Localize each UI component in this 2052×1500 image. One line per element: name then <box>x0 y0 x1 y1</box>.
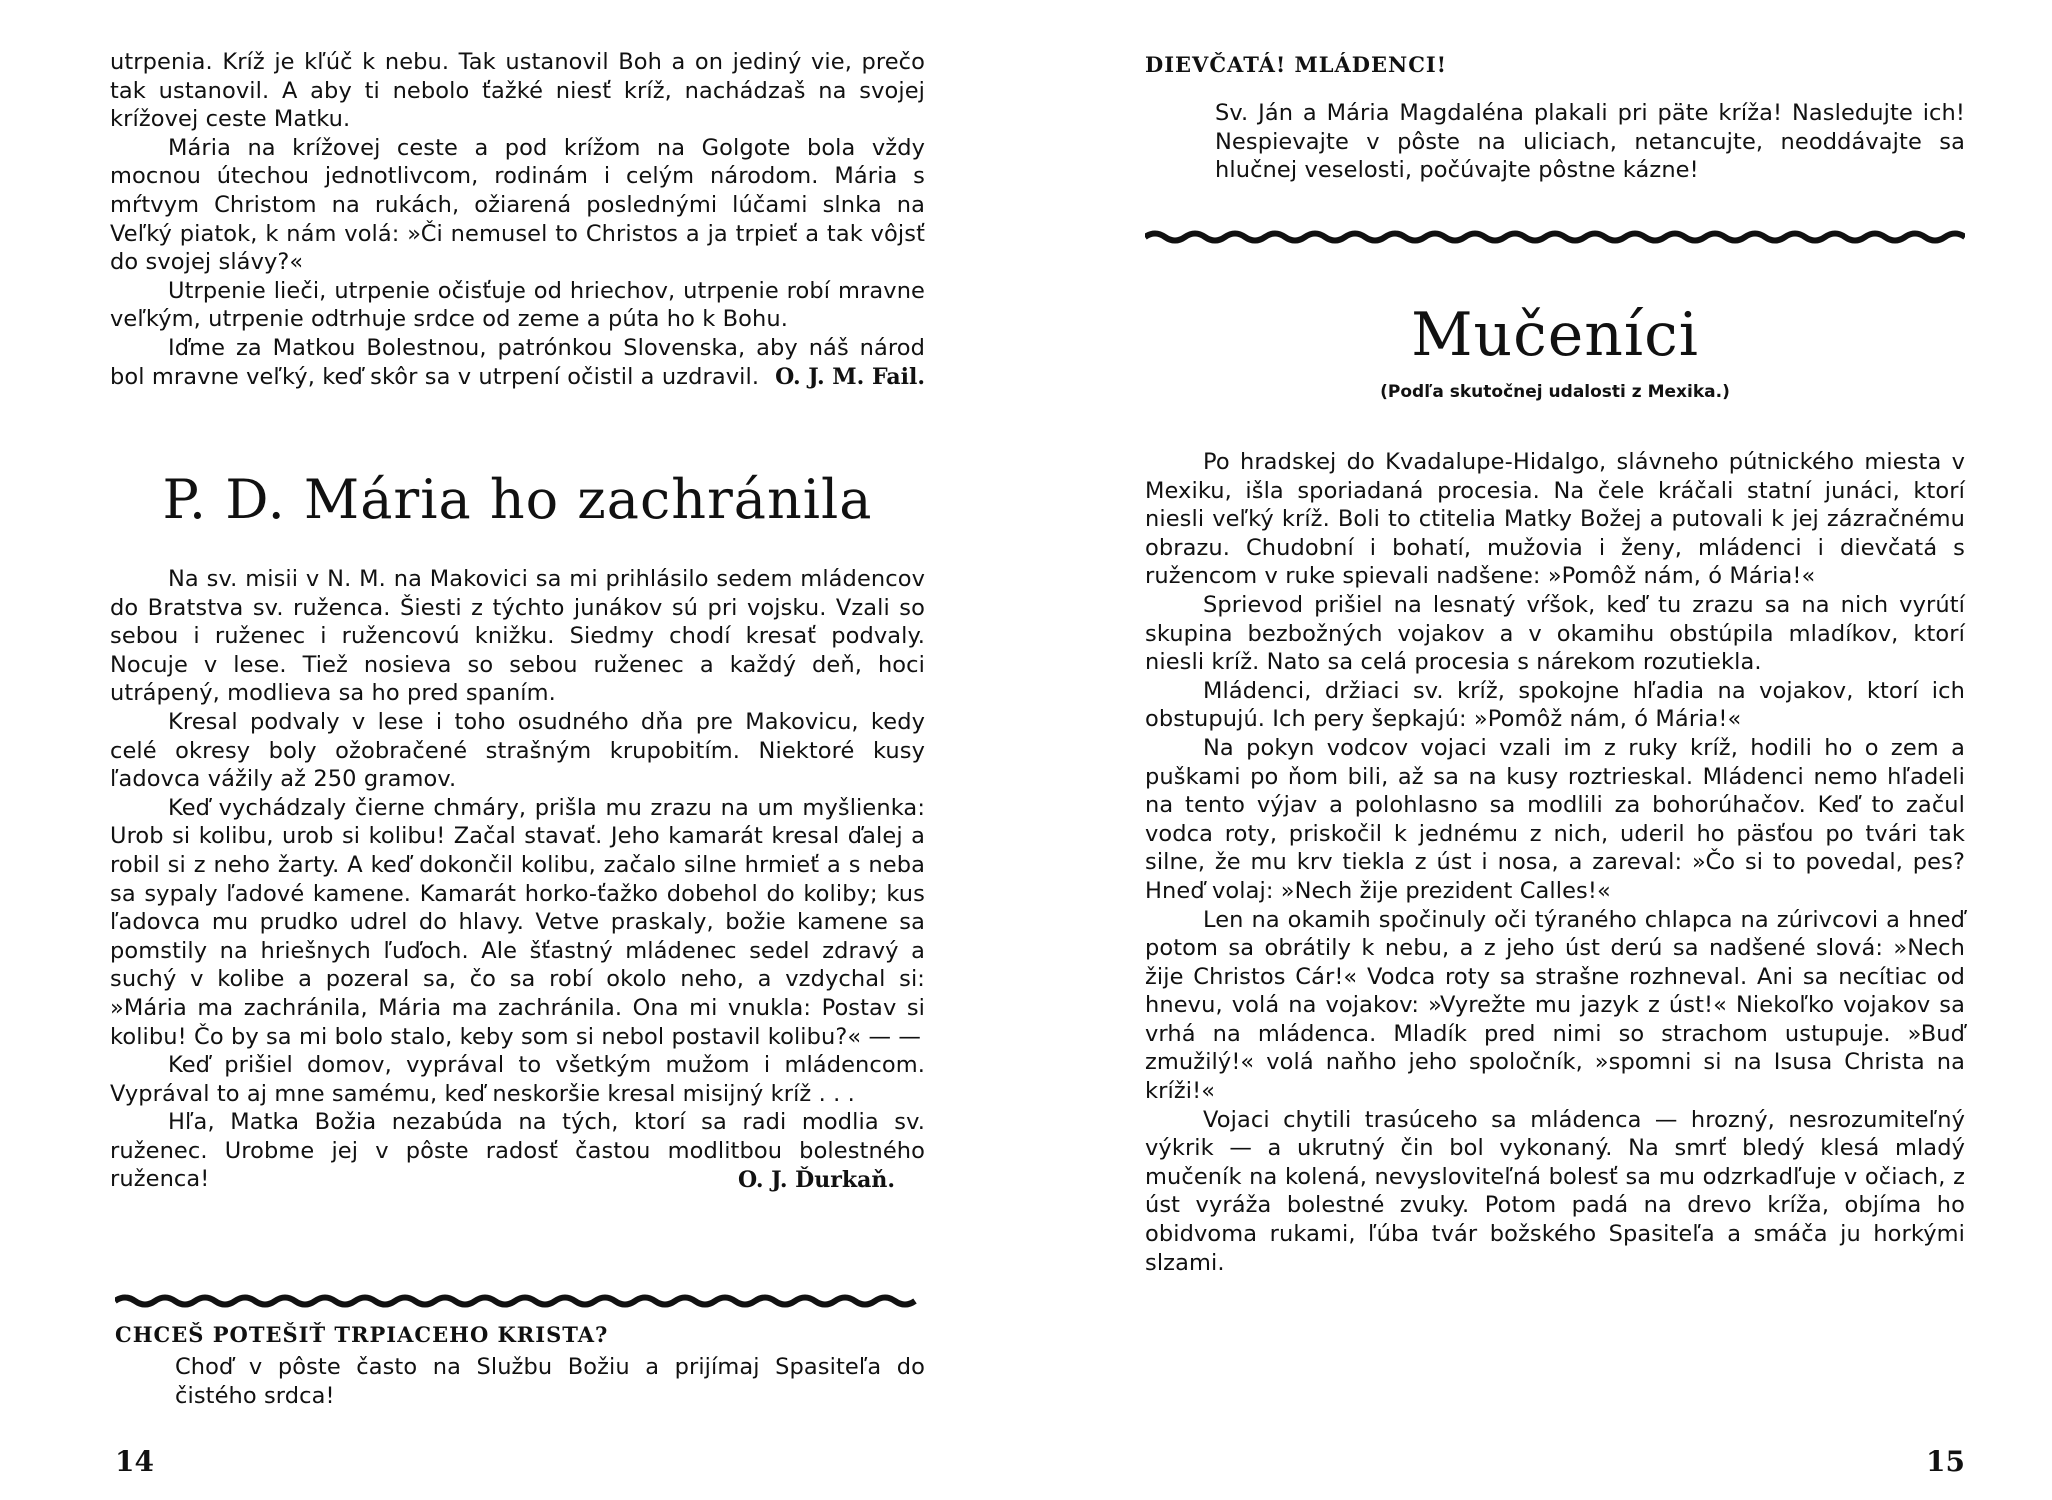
left-box <box>115 1322 925 1410</box>
left-box-heading: CHCEŠ POTEŠIŤ TRPIACEHO KRISTA? <box>115 1322 609 1347</box>
page-number-left: 14 <box>115 1445 154 1478</box>
story-paragraph: Na sv. misii v N. M. na Makovici sa mi prihlásilo sedem mládencov do Bratstva sv. ruženca. Šiesti z týchto junákov sú pri vojsku. Vzali so sebou i ruženec i ružencovú knižku. Siedmy chodí kresať podvaly. Nocuje v lese. Tiež nosieva so sebou ruženec a každý deň, hoci utrápený, modlieva sa ho pred spaním. <box>110 566 925 707</box>
right-box-text: Sv. Ján a Mária Magdaléna plakali pri päte kríža! Nasledujte ich! Nespievajte v pôste na uliciach, netancujte, neoddávajte sa hlučnej veselosti, počúvajte pôstne kázne! <box>1215 100 1965 184</box>
story-title: P. D. Mária ho zachránila <box>162 468 873 531</box>
page-number-right: 15 <box>1926 1445 1965 1478</box>
martyrs-paragraph: Vojaci chytili trasúceho sa mládenca — hrozný, nesrozumiteľný výkrik — a ukrutný čin bol vykonaný. Na smrť bledý klesá mladý mučeník na kolená, nevysloviteľná bolesť sa mu odzrkadľuje v očiach, z úst vyráža bolestné zvuky. Potom padá na drevo kríža, objíma ho obidvoma rukami, ľúba tvár božského Spasiteľa a smáča ju horkými slzami. <box>1145 1106 1965 1276</box>
story-paragraph: Keď prišiel domov, vyprával to všetkým mužom i mládencom. Vyprával to aj mne samému, keď neskoršie kresal misijný kríž . . . <box>110 1052 925 1107</box>
martyrs-paragraph: Len na okamih spočinuly oči týraného chlapca na zúrivcovi a hneď potom sa obrátily k nebu, a z jeho úst derú sa nadšené slová: »Nech žije Christos Cár!« Vodca roty sa strašne rozhneval. Ani sa necítiac od hnevu, volá na vojakov: »Vyrežte mu jazyk z úst!« Niekoľko vojakov sa vrhá na mládenca. Mladík pred nimi so strachom ustupuje. »Buď zmužilý!« volá naňho jeho spoločník, »spomni si na Isusa Christa na kríži!« <box>1145 906 1965 1105</box>
wave-divider <box>115 1292 925 1310</box>
intro-article <box>110 48 925 391</box>
story-paragraph: Kresal podvaly v lese i toho osudného dňa pre Makovicu, kedy celé okresy boly ožobračené strašným krupobitím. Niektoré kusy ľadovca vážily až 250 gramov. <box>110 708 925 793</box>
intro-signature: O. J. M. Fail. <box>775 364 925 391</box>
martyrs-paragraph: Na pokyn vodcov vojaci vzali im z ruky kríž, hodili ho o zem a puškami po ňom bili, až sa na kusy roztrieskal. Mládenci nemo hľadeli na tento výjav a polohlasno sa modlili za bohorúhačov. Keď to začul vodca roty, priskočil k jednému z nich, uderil ho päsťou po tvári tak silne, že mu krv tiekla z úst i nosa, a zareval: »Čo si to povedal, pes? Hneď volaj: »Nech žije prezident Calles!« <box>1145 734 1965 904</box>
story-article <box>110 565 925 1194</box>
martyrs-article <box>1145 448 1965 1277</box>
martyrs-paragraph: Po hradskej do Kvadalupe-Hidalgo, slávneho pútnického miesta v Mexiku, išla sporiadaná procesia. Na čele kráčali statní junáci, ktorí niesli veľký kríž. Boli to ctitelia Matky Božej a putovali k jej zázračnému obrazu. Chudobní i bohatí, mužovia i ženy, mládenci i dievčatá s ružencom v ruke spievali nadšene: »Pomôž nám, ó Mária!« <box>1145 449 1965 590</box>
martyrs-paragraph: Mládenci, držiaci sv. kríž, spokojne hľadia na vojakov, ktorí ich obstupujú. Ich pery šepkajú: »Pomôž nám, ó Mária!« <box>1145 677 1965 733</box>
story-paragraph: Hľa, Matka Božia nezabúda na tých, ktorí sa radi modlia sv. ruženec. Urobme jej v pôste radosť častou modlitbou bolestného ruženca! <box>110 1109 925 1193</box>
intro-paragraph: Mária na krížovej ceste a pod krížom na Golgote bola vždy mocnou útechou jednotlivcom, rodinám i celým národom. Mária s mŕtvym Christom na rukách, ožiarená poslednými lúčami slnka na Veľký piatok, k nám volá: »Či nemusel to Christos a ja trpieť a tak vôjsť do svojej slávy?« <box>110 134 925 276</box>
martyrs-subtitle: (Podľa skutočnej udalosti z Mexika.) <box>1380 382 1730 402</box>
left-page <box>110 0 925 1500</box>
right-box <box>1145 52 1965 185</box>
martyrs-paragraph: Sprievod prišiel na lesnatý vŕšok, keď tu zrazu sa na nich vyrútí skupina bezbožných vojakov a v okamihu obstúpila mladíkov, ktorí niesli kríž. Nato sa celá procesia s nárekom rozutiekla. <box>1145 591 1965 676</box>
story-signature: O. J. Ďurkaň. <box>737 1167 895 1194</box>
intro-paragraph: utrpenia. Kríž je kľúč k nebu. Tak ustanovil Boh a on jediný vie, prečo tak ustanovil. A aby ti nebolo ťažké niesť kríž, nachádzaš na svojej krížovej ceste Matku. <box>110 49 925 133</box>
intro-paragraph: Utrpenie lieči, utrpenie očisťuje od hriechov, utrpenie robí mravne veľkým, utrpenie odtrhuje srdce od zeme a púta ho k Bohu. <box>110 277 925 333</box>
wave-divider <box>1145 228 1965 246</box>
story-paragraph: Keď vychádzaly čierne chmáry, prišla mu zrazu na um myšlienka: Urob si kolibu, urob si kolibu! Začal stavať. Jeho kamarát kresal ďalej a robil si z neho žarty. A keď dokončil kolibu, začalo silne hrmieť a s neba sa sypaly ľadové kamene. Kamarát horko-ťažko dobehol do koliby; kus ľadovca mu prudko udrel do hlavy. Vetve praskaly, božie kamene sa pomstily na hriešnych ľuďoch. Ale šťastný mládenec sedel zdravý a suchý v kolibe a pozeral sa, čo sa robí okolo neho, a vzdychal si: »Mária ma zachránila, Mária ma zachránila. Ona mi vnukla: Postav si kolibu! Čo by sa mi bolo stalo, keby som si nebol postavil kolibu?« — — <box>110 794 925 1050</box>
martyrs-title: Mučeníci <box>1411 300 1699 370</box>
right-page <box>1145 0 1965 1500</box>
left-box-text: Choď v pôste často na Službu Božiu a prijímaj Spasiteľa do čistého srdca! <box>175 1354 925 1409</box>
intro-paragraph: Iďme za Matkou Bolestnou, patrónkou Slovenska, aby náš národ bol mravne veľký, keď skôr sa v utrpení očistil a uzdravil. <box>110 334 925 390</box>
right-box-heading: DIEVČATÁ! MLÁDENCI! <box>1145 52 1447 77</box>
